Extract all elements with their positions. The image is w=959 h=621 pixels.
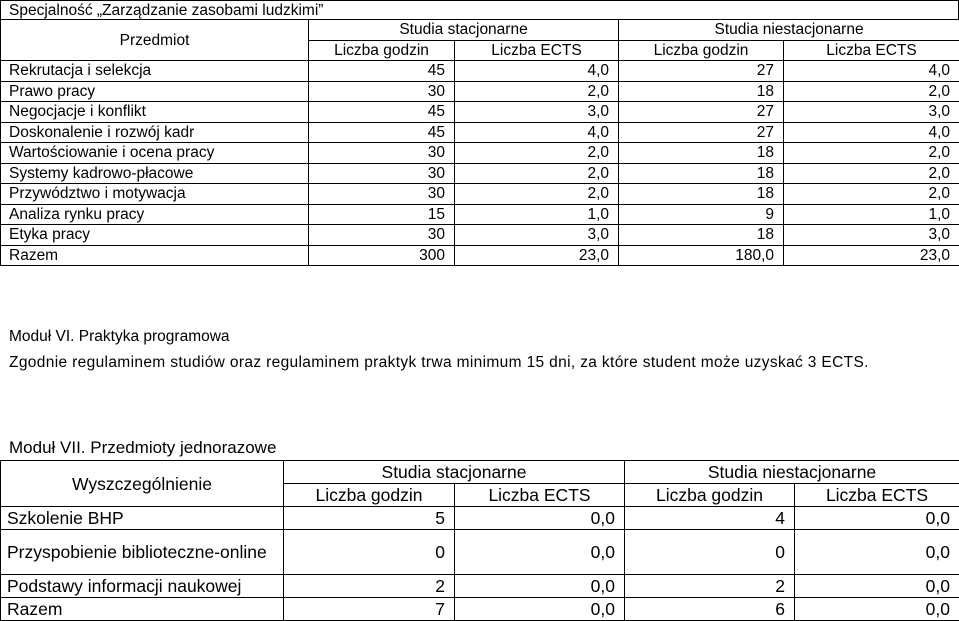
cell: 5 bbox=[284, 507, 455, 530]
row-name: Negocjacje i konflikt bbox=[1, 102, 309, 123]
row-name: Wartościowanie i ocena pracy bbox=[1, 143, 309, 164]
table-row bbox=[1, 225, 959, 246]
cell: 3,0 bbox=[455, 102, 619, 123]
table-row-total bbox=[1, 598, 959, 621]
cell: 2 bbox=[625, 575, 795, 598]
cell: 0,0 bbox=[795, 575, 959, 598]
cell: 3,0 bbox=[455, 225, 619, 246]
table-row bbox=[1, 143, 959, 164]
cell: 1,0 bbox=[784, 204, 959, 225]
cell: 30 bbox=[309, 143, 455, 164]
cell: 0 bbox=[625, 530, 795, 575]
cell: 0,0 bbox=[795, 530, 959, 575]
cell: 30 bbox=[309, 81, 455, 102]
cell: 23,0 bbox=[784, 245, 959, 266]
cell: 18 bbox=[619, 81, 784, 102]
row-name: Rekrutacja i selekcja bbox=[1, 61, 309, 82]
row-name: Doskonalenie i rozwój kadr bbox=[1, 122, 309, 143]
table2-col-header: Liczba ECTS bbox=[795, 484, 959, 507]
table-row bbox=[1, 102, 959, 123]
table-row bbox=[1, 122, 959, 143]
cell: 45 bbox=[309, 102, 455, 123]
cell: 18 bbox=[619, 225, 784, 246]
cell: 2,0 bbox=[784, 81, 959, 102]
cell: 30 bbox=[309, 184, 455, 205]
row-name: Razem bbox=[1, 598, 284, 621]
cell: 2,0 bbox=[784, 163, 959, 184]
cell: 27 bbox=[619, 122, 784, 143]
table-row bbox=[1, 575, 959, 598]
modul7-title: Moduł VII. Przedmioty jednorazowe bbox=[9, 438, 276, 458]
modul6-title: Moduł VI. Praktyka programowa bbox=[9, 327, 230, 347]
cell: 23,0 bbox=[455, 245, 619, 266]
cell: 27 bbox=[619, 102, 784, 123]
cell: 27 bbox=[619, 61, 784, 82]
cell: 3,0 bbox=[784, 102, 959, 123]
cell: 0,0 bbox=[455, 575, 625, 598]
table1-col-header: Liczba ECTS bbox=[784, 40, 959, 61]
table2-header-row-1 bbox=[1, 461, 959, 484]
cell: 0,0 bbox=[455, 507, 625, 530]
row-name: Przyspobienie biblioteczne-online bbox=[1, 530, 284, 575]
modul6-text: Zgodnie regulaminem studiów oraz regulaminem praktyk trwa minimum 15 dni, za które student może uzyskać 3 ECTS. bbox=[9, 352, 954, 373]
cell: 0,0 bbox=[795, 507, 959, 530]
cell: 180,0 bbox=[619, 245, 784, 266]
cell: 300 bbox=[309, 245, 455, 266]
table2-col-header: Liczba ECTS bbox=[455, 484, 625, 507]
cell: 6 bbox=[625, 598, 795, 621]
table-row bbox=[1, 163, 959, 184]
cell: 1,0 bbox=[455, 204, 619, 225]
table-row bbox=[1, 184, 959, 205]
row-name: Analiza rynku pracy bbox=[1, 204, 309, 225]
cell: 2,0 bbox=[784, 184, 959, 205]
table1-header-group1: Studia stacjonarne bbox=[309, 20, 619, 41]
table1-header-row-1 bbox=[1, 20, 959, 41]
cell: 45 bbox=[309, 61, 455, 82]
row-name: Prawo pracy bbox=[1, 81, 309, 102]
cell: 30 bbox=[309, 163, 455, 184]
table1-col-header: Liczba godzin bbox=[619, 40, 784, 61]
cell: 18 bbox=[619, 163, 784, 184]
table-row bbox=[1, 530, 959, 575]
cell: 7 bbox=[284, 598, 455, 621]
table1-col-header: Liczba ECTS bbox=[455, 40, 619, 61]
table-row bbox=[1, 507, 959, 530]
row-name: Etyka pracy bbox=[1, 225, 309, 246]
row-name: Przywództwo i motywacja bbox=[1, 184, 309, 205]
table-row-total bbox=[1, 245, 959, 266]
table1-header-group2: Studia niestacjonarne bbox=[619, 20, 959, 41]
table1-header-subject: Przedmiot bbox=[1, 20, 309, 61]
table1-col-header: Liczba godzin bbox=[309, 40, 455, 61]
cell: 2,0 bbox=[455, 81, 619, 102]
cell: 4,0 bbox=[784, 61, 959, 82]
cell: 2,0 bbox=[455, 184, 619, 205]
table2-header-group2: Studia niestacjonarne bbox=[625, 461, 959, 484]
cell: 2,0 bbox=[784, 143, 959, 164]
table2-header-group1: Studia stacjonarne bbox=[284, 461, 625, 484]
cell: 9 bbox=[619, 204, 784, 225]
cell: 45 bbox=[309, 122, 455, 143]
cell: 2,0 bbox=[455, 143, 619, 164]
table2-header-subject: Wyszczególnienie bbox=[1, 461, 284, 507]
row-name: Razem bbox=[1, 245, 309, 266]
cell: 18 bbox=[619, 143, 784, 164]
cell: 0,0 bbox=[455, 530, 625, 575]
cell: 2 bbox=[284, 575, 455, 598]
table2-col-header: Liczba godzin bbox=[625, 484, 795, 507]
cell: 4,0 bbox=[455, 122, 619, 143]
table2-col-header: Liczba godzin bbox=[284, 484, 455, 507]
cell: 0 bbox=[284, 530, 455, 575]
table-row bbox=[1, 81, 959, 102]
row-name: Podstawy informacji naukowej bbox=[1, 575, 284, 598]
table-row bbox=[1, 204, 959, 225]
table1 bbox=[0, 19, 959, 266]
cell: 15 bbox=[309, 204, 455, 225]
cell: 2,0 bbox=[455, 163, 619, 184]
table2 bbox=[0, 460, 959, 621]
cell: 0,0 bbox=[795, 598, 959, 621]
cell: 0,0 bbox=[455, 598, 625, 621]
cell: 4,0 bbox=[455, 61, 619, 82]
cell: 18 bbox=[619, 184, 784, 205]
table-row bbox=[1, 61, 959, 82]
cell: 30 bbox=[309, 225, 455, 246]
cell: 4 bbox=[625, 507, 795, 530]
row-name: Szkolenie BHP bbox=[1, 507, 284, 530]
cell: 4,0 bbox=[784, 122, 959, 143]
cell: 3,0 bbox=[784, 225, 959, 246]
row-name: Systemy kadrowo-płacowe bbox=[1, 163, 309, 184]
table1-caption: Specjalność „Zarządzanie zasobami ludzkimi” bbox=[0, 0, 959, 19]
